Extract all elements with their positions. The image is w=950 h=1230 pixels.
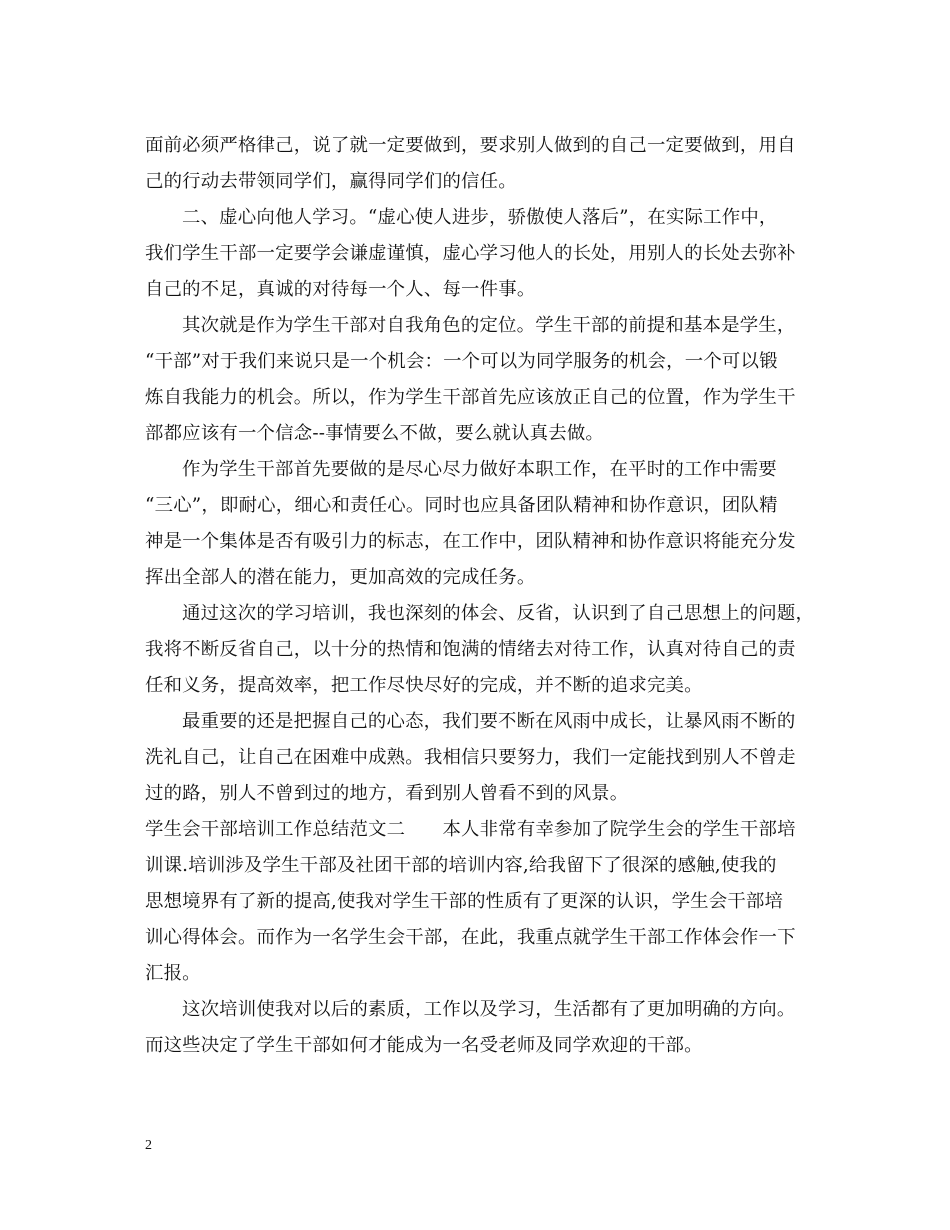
text-line: “三心”，即耐心，细心和责任心。同时也应具备团队精神和协作意识，团队精 <box>145 495 778 516</box>
text-line: 洗礼自己，让自己在困难中成熟。我相信只要努力，我们一定能找到别人不曾走 <box>145 747 796 768</box>
text-line: 通过这次的学习培训，我也深刻的体会、反省，认识到了自己思想上的问题， <box>182 603 815 624</box>
text-line: 我们学生干部一定要学会谦虚谨慎，虚心学习他人的长处，用别人的长处去弥补 <box>145 243 796 264</box>
text-line: 挥出全部人的潜在能力，更加高效的完成任务。 <box>145 567 536 588</box>
text-line: 训课.培训涉及学生干部及社团干部的培训内容,给我留下了很深的感触,使我的 <box>145 855 777 876</box>
text-line: 最重要的还是把握自己的心态，我们要不断在风雨中成长，让暴风雨不断的 <box>182 711 796 732</box>
text-line: 面前必须严格律己，说了就一定要做到，要求别人做到的自己一定要做到，用自 <box>145 135 796 156</box>
text-line: 二、虚心向他人学习。“虚心使人进步，骄傲使人落后”，在实际工作中， <box>182 207 778 228</box>
text-line: 学生会干部培训工作总结范文二 本人非常有幸参加了院学生会的学生干部培 <box>145 819 796 840</box>
text-line: 自己的不足，真诚的对待每一个人、每一件事。 <box>145 279 536 300</box>
text-line: 训心得体会。而作为一名学生会干部，在此，我重点就学生干部工作体会作一下 <box>145 927 796 948</box>
text-line: 过的路，别人不曾到过的地方，看到别人曾看不到的风景。 <box>145 783 629 804</box>
text-line: 己的行动去带领同学们，赢得同学们的信任。 <box>145 171 517 192</box>
text-line: 部都应该有一个信念--事情要么不做，要么就认真去做。 <box>145 423 605 444</box>
text-line: 任和义务，提高效率，把工作尽快尽好的完成，并不断的追求完美。 <box>145 675 703 696</box>
document-body <box>145 128 815 1064</box>
text-line: 这次培训使我对以后的素质，工作以及学习，生活都有了更加明确的方向。 <box>182 999 796 1020</box>
text-line: 神是一个集体是否有吸引力的标志，在工作中，团队精神和协作意识将能充分发 <box>145 531 796 552</box>
text-line: 其次就是作为学生干部对自我角色的定位。学生干部的前提和基本是学生， <box>182 315 796 336</box>
text-line: 炼自我能力的机会。所以，作为学生干部首先应该放正自己的位置，作为学生干 <box>145 387 796 408</box>
page-number: 2 <box>145 1138 152 1153</box>
text-line: 而这些决定了学生干部如何才能成为一名受老师及同学欢迎的干部。 <box>145 1035 703 1056</box>
text-line: 我将不断反省自己，以十分的热情和饱满的情绪去对待工作，认真对待自己的责 <box>145 639 796 660</box>
text-line: 汇报。 <box>145 963 201 984</box>
text-line: 思想境界有了新的提高,使我对学生干部的性质有了更深的认识，学生会干部培 <box>145 891 784 912</box>
text-line: 作为学生干部首先要做的是尽心尽力做好本职工作，在平时的工作中需要 <box>182 459 777 480</box>
text-line: “干部”对于我们来说只是一个机会：一个可以为同学服务的机会，一个可以锻 <box>145 351 778 372</box>
